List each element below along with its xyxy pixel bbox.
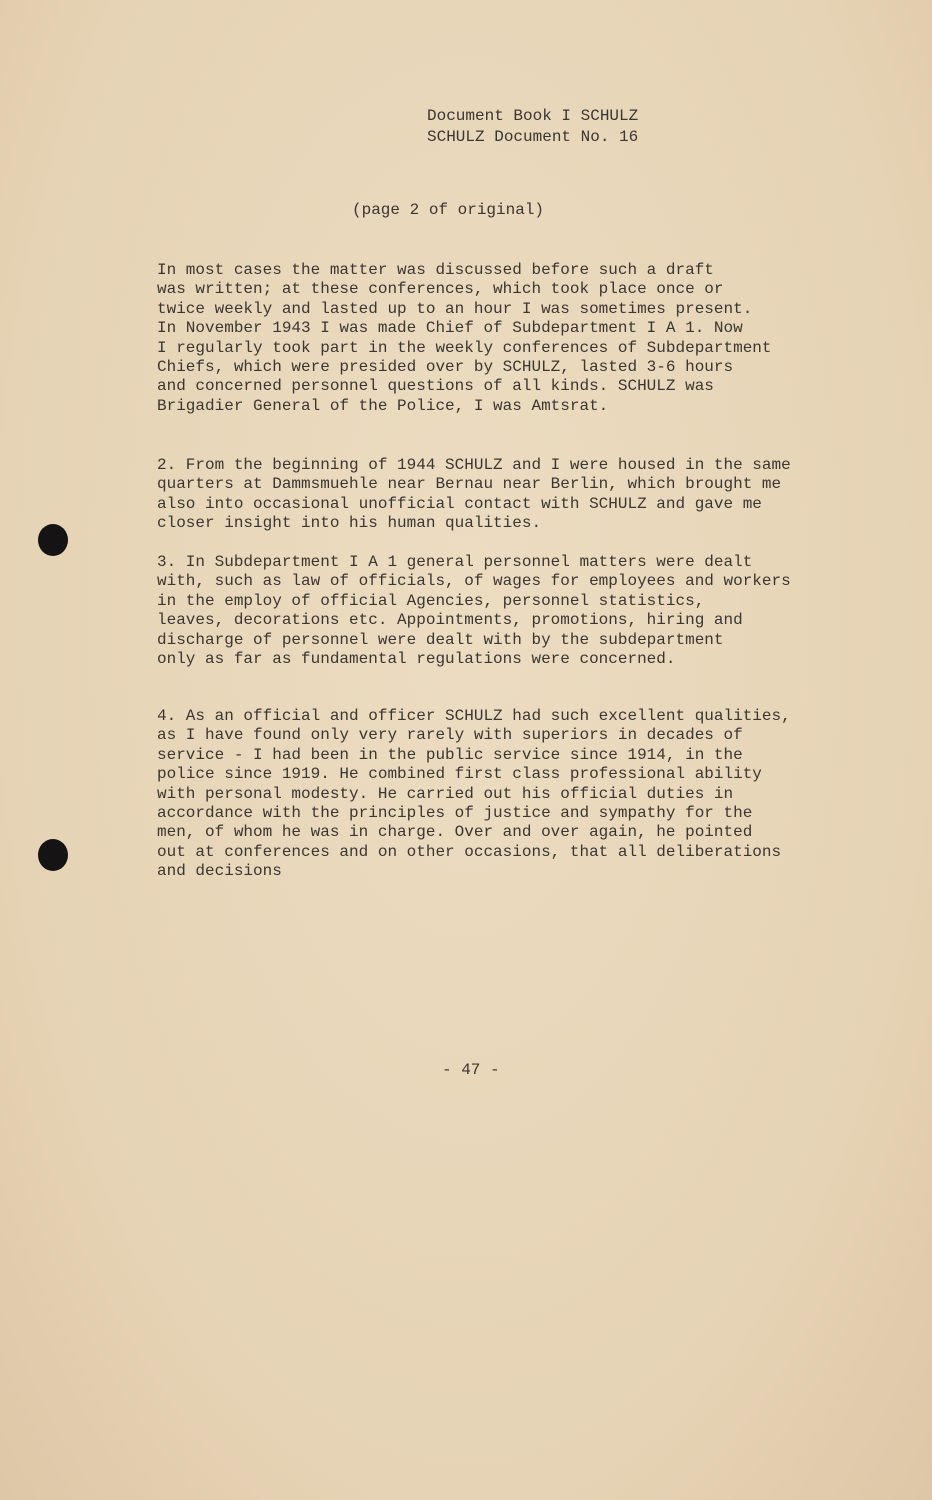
text-line: closer insight into his human qualities. [157,514,542,533]
text-line: Brigadier General of the Police, I was Amtsrat. [157,396,609,415]
text-line: 2. From the beginning of 1944 SCHULZ and I were housed in the same [157,456,791,474]
text-line: with, such as law of officials, of wages for employees and workers [157,572,791,591]
header-line-2: SCHULZ Document No. 16 [427,128,639,146]
text-line: in the employ of official Agencies, personnel statistics, [157,591,705,610]
text-line: also into occasional unofficial contact with SCHULZ and gave me [157,494,762,513]
text-line: Chiefs, which were presided over by SCHULZ, lasted 3-6 hours [157,357,734,376]
text-line: quarters at Dammsmuehle near Bernau near Berlin, which brought me [157,475,782,494]
page-number: - 47 - [442,1061,500,1079]
text-line: and decisions [157,862,282,881]
text-line: accordance with the principles of justice and sympathy for the [157,803,753,822]
text-line: I regularly took part in the weekly conferences of Subdepartment [157,338,772,357]
text-line: In November 1943 I was made Chief of Subdepartment I A 1. Now [157,319,743,338]
paragraph-2 [157,456,791,534]
text-line: police since 1919. He combined first class professional ability [157,765,762,784]
text-line: with personal modesty. He carried out his official duties in [157,784,734,803]
text-line: out at conferences and on other occasions, that all deliberations [157,842,782,861]
text-line: discharge of personnel were dealt with by the subdepartment [157,630,724,649]
text-line: twice weekly and lasted up to an hour I was sometimes present. [157,299,753,318]
paragraph-4 [157,707,791,882]
text-line: men, of whom he was in charge. Over and over again, he pointed [157,823,753,842]
header-line-1: Document Book I SCHULZ [427,107,639,125]
text-line: only as far as fundamental regulations were concerned. [157,649,676,668]
text-line: In most cases the matter was discussed before such a draft [157,261,714,279]
paragraph-3 [157,553,791,669]
paragraph-1 [157,261,772,416]
text-line: 4. As an official and officer SCHULZ had such excellent qualities, [157,707,791,725]
document-header [427,106,638,148]
page-subtitle: (page 2 of original) [352,201,545,219]
punch-hole [38,839,68,871]
punch-hole [38,524,68,556]
text-line: 3. In Subdepartment I A 1 general personnel matters were dealt [157,553,753,571]
text-line: as I have found only very rarely with superiors in decades of [157,726,743,745]
text-line: leaves, decorations etc. Appointments, promotions, hiring and [157,611,743,630]
text-line: and concerned personnel questions of all kinds. SCHULZ was [157,377,714,396]
text-line: was written; at these conferences, which took place once or [157,280,724,299]
text-line: service - I had been in the public service since 1914, in the [157,745,743,764]
